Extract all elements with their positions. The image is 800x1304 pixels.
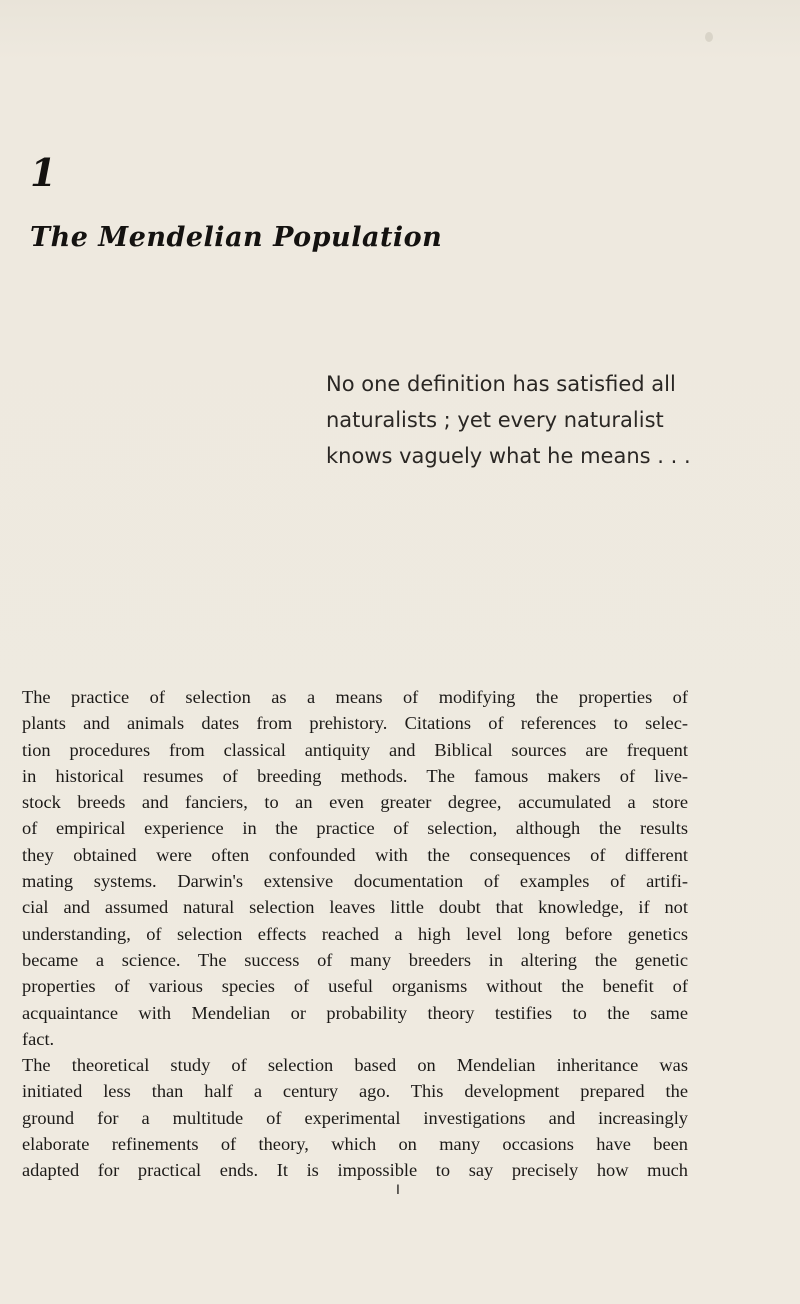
body-text (22, 684, 688, 1184)
body-line: understanding, of selection effects reached a high level long before genetics (22, 923, 688, 944)
body-line: adapted for practical ends. It is impossible to say precisely how much (22, 1160, 688, 1181)
epigraph-line: knows vaguely what he means . . . (326, 444, 691, 468)
body-line: in historical resumes of breeding methods. The famous makers of live- (22, 765, 688, 786)
body-line: The theoretical study of selection based on Mendelian inheritance was (22, 1055, 688, 1076)
epigraph-line: naturalists ; yet every naturalist (326, 408, 664, 432)
body-line: fact. (22, 1028, 55, 1049)
body-line: elaborate refinements of theory, which on many occasions have been (22, 1134, 688, 1155)
body-line: acquaintance with Mendelian or probability theory testifies to the same (22, 1002, 688, 1023)
body-line: properties of various species of useful organisms without the benefit of (22, 976, 688, 997)
body-line: plants and animals dates from prehistory. Citations of references to selec- (22, 713, 688, 734)
body-line: The practice of selection as a means of modifying the properties of (22, 687, 688, 707)
chapter-title: The Mendelian Population (30, 222, 443, 253)
page-number: I (396, 1181, 400, 1197)
body-line: mating systems. Darwin's extensive documentation of examples of artifi- (22, 871, 688, 892)
body-line: ground for a multitude of experimental investigations and increasingly (22, 1107, 688, 1128)
body-line: became a science. The success of many breeders in altering the genetic (22, 949, 688, 970)
body-line: they obtained were often confounded with the consequences of different (22, 844, 688, 865)
body-line: tion procedures from classical antiquity and Biblical sources are frequent (22, 739, 688, 760)
body-line: initiated less than half a century ago. This development prepared the (22, 1081, 688, 1102)
body-line: cial and assumed natural selection leaves little doubt that knowledge, if not (22, 897, 688, 918)
body-line: stock breeds and fanciers, to an even greater degree, accumulated a store (22, 792, 688, 813)
epigraph (326, 366, 696, 474)
chapter-number: 1 (30, 150, 57, 195)
body-line: of empirical experience in the practice of selection, although the results (22, 818, 688, 839)
epigraph-line: No one definition has satisfied all (326, 372, 676, 396)
page-blemish (705, 32, 713, 42)
